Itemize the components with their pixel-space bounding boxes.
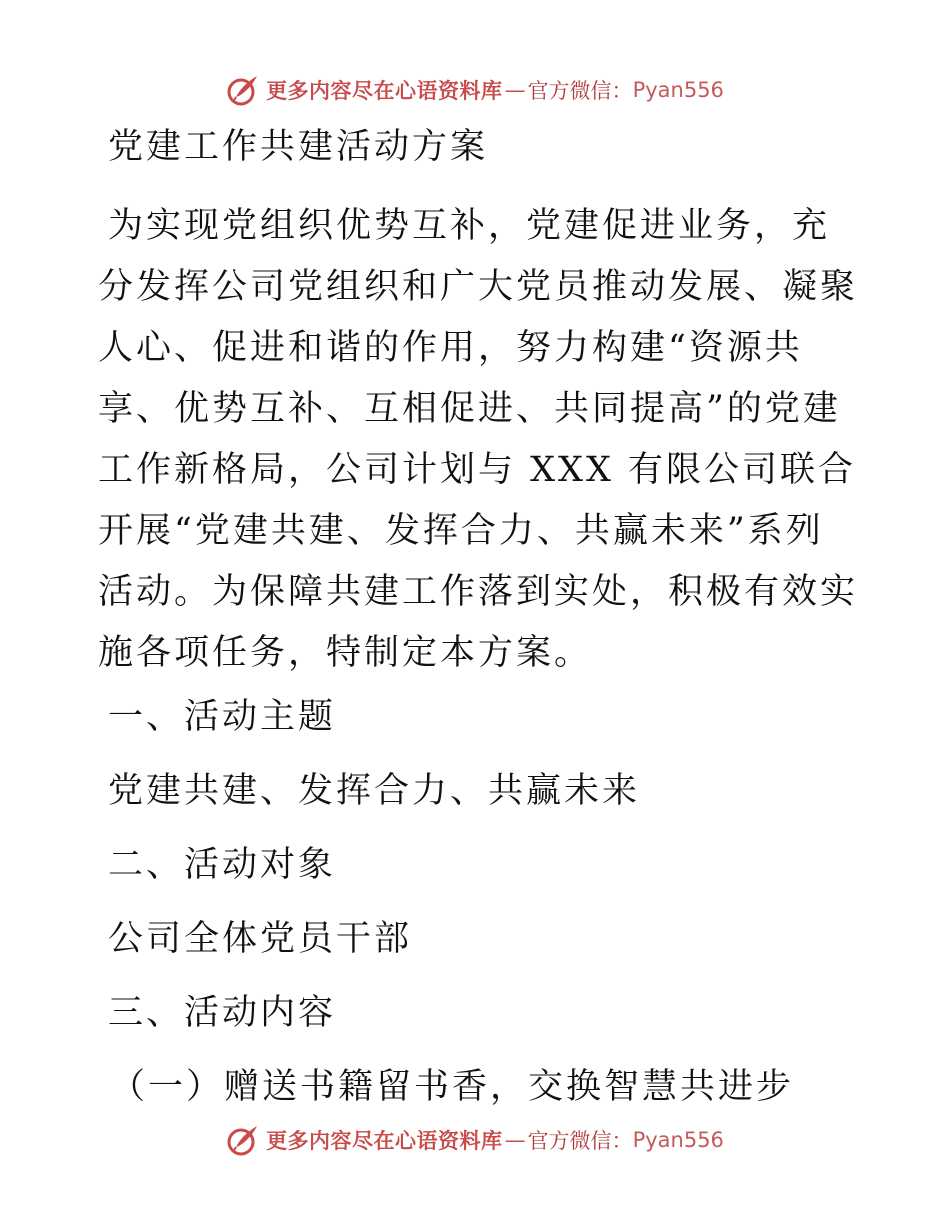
document-body	[98, 124, 858, 1112]
section-heading-theme: 一、活动主题	[108, 697, 337, 737]
feather-quill-logo-icon	[226, 73, 260, 107]
banner-wechat-label: 官方微信：	[527, 1129, 633, 1153]
banner-main-text: 更多内容尽在心语资料库	[266, 79, 503, 103]
document-title: 党建工作共建活动方案	[108, 127, 489, 167]
section-heading-audience: 二、活动对象	[108, 845, 337, 885]
section-content-audience: 公司全体党员干部	[108, 919, 413, 959]
intro-paragraph: 为实现党组织优势互补，党建促进业务，充分发挥公司党组织和广大党员推动发展、凝聚人心、促进和谐的作用，努力构建“资源共享、优势互补、互相促进、共同提高”的党建工作新格局，公司计划与 XXX 有限公司联合开展“党建共建、发挥合力、共赢未来”系列活动。为保障共建工作落到实处，积极有效实施各项任务，特制定本方案。	[98, 206, 859, 673]
section-content-theme: 党建共建、发挥合力、共赢未来	[108, 771, 641, 811]
banner-separator: —	[504, 78, 526, 102]
feather-quill-logo-icon	[226, 1123, 260, 1157]
banner-wechat-id: Pyan556	[632, 78, 724, 102]
banner-main-text: 更多内容尽在心语资料库	[266, 1129, 503, 1153]
banner-wechat-label: 官方微信：	[527, 79, 633, 103]
section-heading-content: 三、活动内容	[108, 993, 337, 1033]
footer-watermark-banner	[0, 1120, 950, 1160]
banner-separator: —	[504, 1128, 526, 1152]
banner-wechat-id: Pyan556	[632, 1128, 724, 1152]
sub-heading-book-exchange: （一）赠送书籍留书香，交换智慧共进步	[110, 1067, 795, 1107]
header-watermark-banner	[0, 70, 950, 110]
